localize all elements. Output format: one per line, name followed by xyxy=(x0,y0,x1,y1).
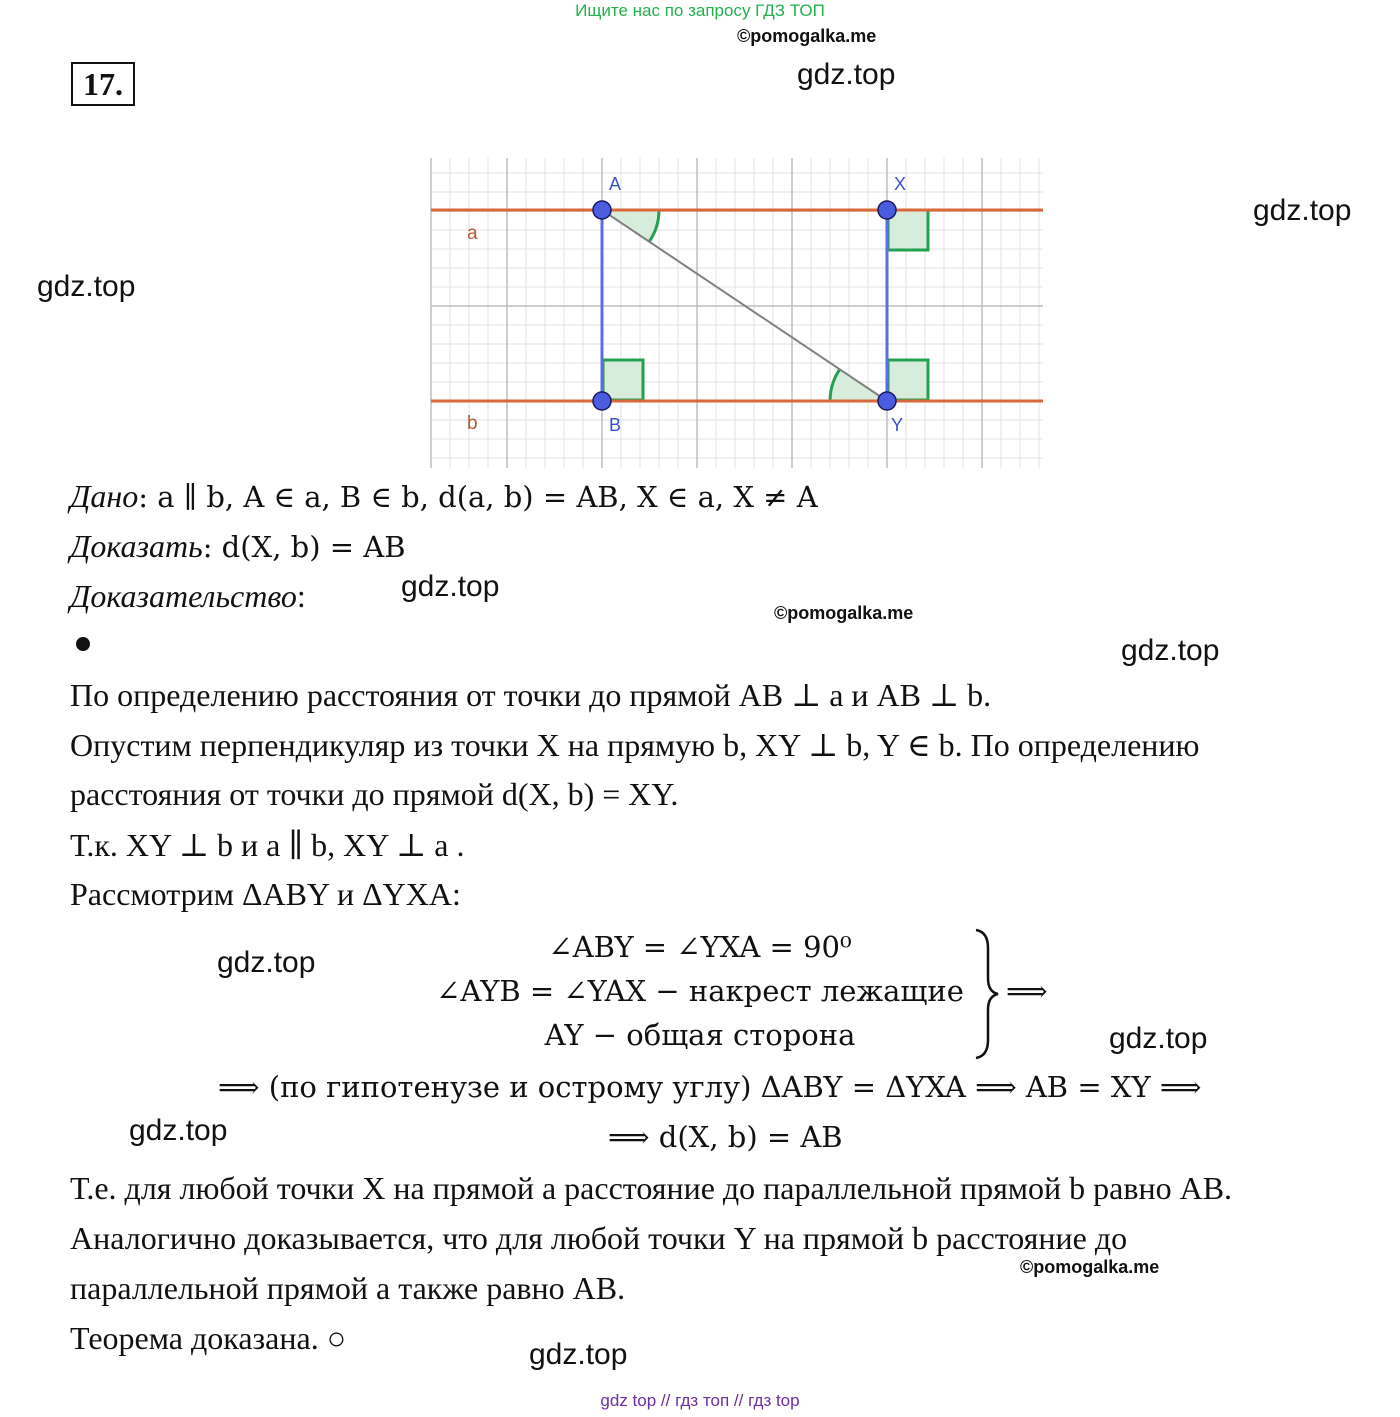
prove-label: Доказать xyxy=(70,528,203,564)
gdz-watermark: gdz.top xyxy=(529,1338,628,1371)
label-line-b: b xyxy=(467,413,478,434)
proof-line-7: Аналогично доказывается, что для любой точки Y на прямой b расстояние до xyxy=(70,1220,1128,1256)
gdz-watermark: gdz.top xyxy=(1121,634,1220,667)
system-line-1: ∠ABY = ∠YXA = 90⁰ xyxy=(548,930,852,964)
gdz-watermark: gdz.top xyxy=(401,570,500,603)
pomogalka-watermark: ©pomogalka.me xyxy=(737,26,877,46)
gdz-watermark: gdz.top xyxy=(797,58,896,91)
grid-major xyxy=(431,158,1043,468)
point-a xyxy=(593,201,611,219)
label-point-y: Y xyxy=(891,415,904,435)
bullet xyxy=(76,637,90,651)
conclusion-line-2: ⟹ d(X, b) = AB xyxy=(608,1120,843,1154)
conclusion-line-1: ⟹ (по гипотенузе и острому углу) ΔABY = ΔYXA ⟹ AB = XY ⟹ xyxy=(218,1070,1202,1104)
right-angle-b xyxy=(603,360,643,400)
gdz-watermark: gdz.top xyxy=(129,1114,228,1147)
proof-line-8: параллельной прямой a также равно AB. xyxy=(70,1270,626,1306)
pomogalka-watermark: ©pomogalka.me xyxy=(1020,1257,1160,1277)
right-angle-y xyxy=(888,360,928,400)
proof-line-3: расстояния от точки до прямой d(X, b) = XY. xyxy=(70,776,679,812)
gdz-watermark: gdz.top xyxy=(1109,1022,1208,1055)
label-point-a: A xyxy=(609,174,622,194)
right-brace xyxy=(972,928,1002,1060)
proof-label: Доказательство xyxy=(70,578,297,614)
proof-heading xyxy=(70,578,306,615)
grid xyxy=(431,158,1043,468)
point-b xyxy=(593,392,611,410)
prove-line xyxy=(70,528,406,565)
given-text: : a ∥ b, A ∈ a, B ∈ b, d(a, b) = AB, X ∈ a, X ≠ A xyxy=(138,480,818,514)
label-point-b: B xyxy=(609,415,622,435)
footer-watermark: gdz top // гдз топ // гдз top xyxy=(600,1391,800,1410)
proof-line-2: Опустим перпендикуляр из точки X на прямую b, XY ⊥ b, Y ∈ b. По определению xyxy=(70,727,1200,763)
proof-line-6: Т.е. для любой точки X на прямой a расстояние до параллельной прямой b равно AB. xyxy=(70,1170,1233,1206)
proof-line-1: По определению расстояния от точки до прямой AB ⊥ a и AB ⊥ b. xyxy=(70,677,992,713)
geometry-figure xyxy=(425,158,1050,470)
gdz-watermark: gdz.top xyxy=(37,270,136,303)
proof-colon: : xyxy=(296,578,306,614)
top-watermark: Ищите нас по запросу ГДЗ ТОП xyxy=(575,1,825,20)
pomogalka-watermark: ©pomogalka.me xyxy=(774,603,914,623)
implies-arrow: ⟹ xyxy=(1006,974,1048,1008)
label-point-x: X xyxy=(894,174,907,194)
gdz-watermark: gdz.top xyxy=(1253,194,1352,227)
label-line-a: a xyxy=(467,223,478,244)
proof-line-5: Рассмотрим ΔABY и ΔYXA: xyxy=(70,876,461,912)
system-line-3: AY − общая сторона xyxy=(544,1018,856,1052)
proof-line-4: Т.к. XY ⊥ b и a ∥ b, XY ⊥ a . xyxy=(70,827,465,863)
proof-line-9: Теорема доказана. ○ xyxy=(70,1320,347,1356)
given-line xyxy=(70,478,818,515)
gdz-watermark: gdz.top xyxy=(217,946,316,979)
problem-number: 17. xyxy=(71,62,135,106)
system-line-2: ∠AYB = ∠YAX − накрест лежащие xyxy=(436,974,964,1008)
point-y xyxy=(878,392,896,410)
point-x xyxy=(878,201,896,219)
given-label: Дано xyxy=(70,478,139,514)
prove-text: : d(X, b) = AB xyxy=(202,530,406,564)
